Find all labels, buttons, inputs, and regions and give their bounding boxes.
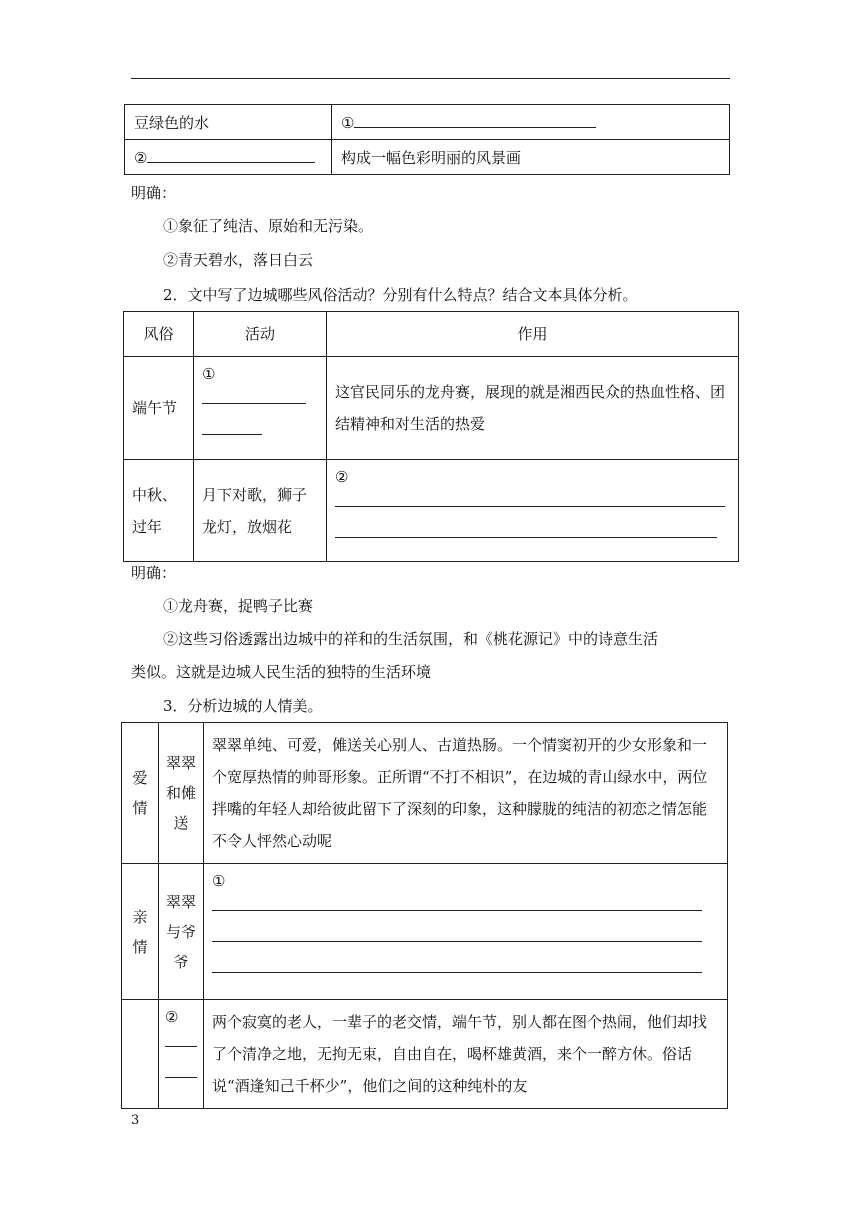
- type-cell: [122, 723, 159, 864]
- table-cell: [332, 105, 730, 140]
- table-row: [125, 140, 730, 175]
- table-row: [122, 1000, 728, 1109]
- table-row: [124, 460, 739, 562]
- answer-blank[interactable]: [335, 488, 725, 507]
- blank-marker: ②: [165, 1008, 179, 1026]
- answer-line: ①象征了纯洁、原始和无污染。: [163, 217, 374, 235]
- answer-blank[interactable]: [147, 148, 315, 163]
- answer-blank[interactable]: [202, 416, 262, 435]
- answer-label: 明确：: [131, 184, 177, 202]
- who-cell: [159, 723, 204, 864]
- activity-cell: 月下对歌，狮子龙灯，放烟花: [194, 460, 327, 562]
- answer-label: 明确：: [131, 564, 177, 582]
- question-2: 2．文中写了边城哪些风俗活动？分别有什么特点？结合文本具体分析。: [163, 286, 638, 304]
- answer-blank[interactable]: [165, 1059, 197, 1078]
- custom-cell: 端午节: [124, 357, 194, 460]
- column-header: 风俗: [124, 312, 194, 357]
- answer-blank[interactable]: [202, 385, 306, 404]
- answer-blank[interactable]: [212, 892, 702, 911]
- type-label: 亲情: [132, 907, 148, 956]
- table-row: [122, 864, 728, 1000]
- header-rule: [131, 78, 730, 79]
- answer-blank[interactable]: [212, 954, 702, 973]
- table-row: [124, 357, 739, 460]
- table-cell: 豆绿色的水: [125, 105, 332, 140]
- effect-cell: 这官民同乐的龙舟赛，展现的就是湘西民众的热血性格、团结精神和对生活的热爱: [327, 357, 739, 460]
- table-row: [125, 105, 730, 140]
- question-3: 3．分析边城的人情美。: [163, 697, 323, 715]
- answer-blank[interactable]: [354, 113, 596, 128]
- table-header-row: [124, 312, 739, 357]
- custom-cell: 中秋、过年: [124, 460, 194, 562]
- text-cell: 翠翠单纯、可爱，傩送关心别人、古道热肠。一个情窦初开的少女形象和一个宽厚热情的帅哥形象。正所谓“不打不相识”，在边城的青山绿水中，两位拌嘴的年轻人却给彼此留下了深刻的印象，这种朦胧的纯洁的初恋之情怎能不令人怦然心动呢: [204, 723, 728, 864]
- type-label: 爱情: [132, 769, 148, 817]
- color-table: [124, 104, 730, 175]
- table-cell: 构成一幅色彩明丽的风景画: [332, 140, 730, 175]
- who-cell: [159, 864, 204, 1000]
- relationship-table: [121, 722, 728, 1109]
- answer-blank[interactable]: [165, 1028, 197, 1047]
- text-cell: 两个寂寞的老人，一辈子的老交情，端午节，别人都在图个热闹，他们却找了个清净之地，无拘无束，自由自在，喝杯雄黄酒，来个一醉方休。俗话说“酒逢知己千杯少”，他们之间的这种纯朴的友: [204, 1000, 728, 1109]
- blank-marker: ②: [134, 148, 148, 167]
- activity-cell: [194, 357, 327, 460]
- type-cell: [122, 1000, 159, 1109]
- answer-line: ②青天碧水，落日白云: [163, 251, 314, 269]
- type-cell: [122, 864, 159, 1000]
- table-row: [122, 723, 728, 864]
- answer-blank[interactable]: [212, 923, 702, 942]
- answer-line: ②这些习俗透露出边城中的祥和的生活氛围，和《桃花源记》中的诗意生活: [163, 630, 659, 648]
- answer-line: 类似。这就是边城人民生活的独特的生活环境: [131, 663, 432, 681]
- answer-line: ①龙舟赛，捉鸭子比赛: [163, 597, 314, 615]
- table-cell: [125, 140, 332, 175]
- blank-marker: ①: [212, 872, 226, 890]
- column-header: 活动: [194, 312, 327, 357]
- answer-blank[interactable]: [335, 519, 717, 538]
- blank-marker: ①: [341, 113, 355, 132]
- customs-table: [123, 311, 739, 562]
- column-header: 作用: [327, 312, 739, 357]
- effect-cell: [327, 460, 739, 562]
- text-cell: [204, 864, 728, 1000]
- who-label: 翠翠与爷爷: [165, 892, 196, 971]
- blank-marker: ②: [335, 468, 349, 486]
- blank-marker: ①: [202, 365, 216, 383]
- page-number: 3: [131, 1113, 140, 1128]
- who-label: 翠翠和傩送: [165, 754, 196, 832]
- who-cell: [159, 1000, 204, 1109]
